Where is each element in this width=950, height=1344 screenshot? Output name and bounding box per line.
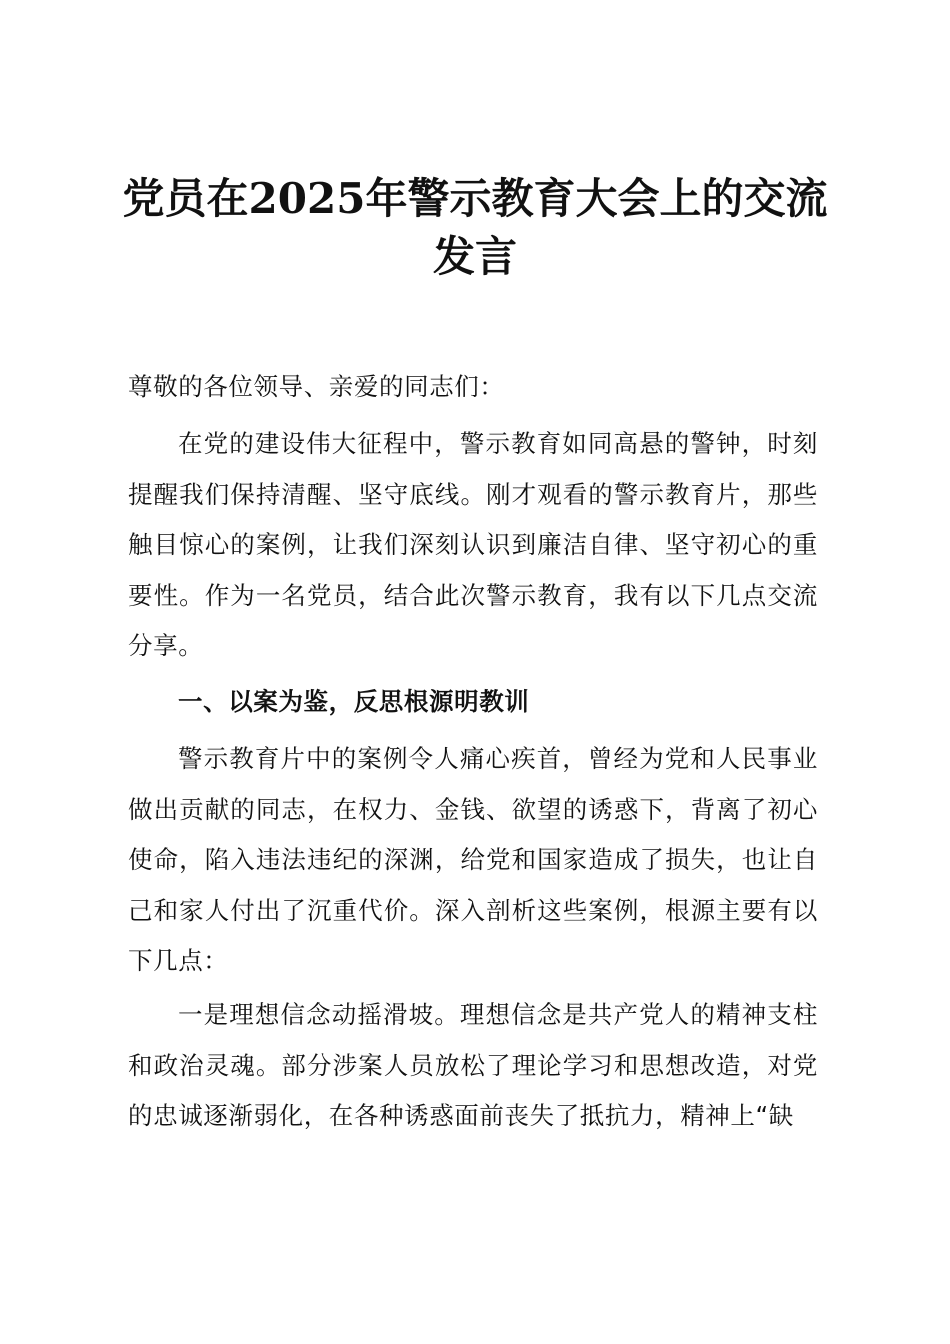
paragraph-intro: 在党的建设伟大征程中，警示教育如同高悬的警钟，时刻提醒我们保持清醒、坚守底线。刚才观看的警示教育片，那些触目惊心的案例，让我们深刻认识到廉洁自律、坚守初心的重要性。作为一名党员，结合此次警示教育，我有以下几点交流分享。	[128, 429, 818, 660]
paragraph-point-one: 一是理想信念动摇滑坡。理想信念是共产党人的精神支柱和政治灵魂。部分涉案人员放松了理论学习和思想改造，对党的忠诚逐渐弱化，在各种诱惑面前丧失了抵抗力，精神上“缺	[128, 1000, 818, 1130]
document-title: 党员在2025年警示教育大会上的交流发言	[122, 174, 828, 281]
paragraph-case-analysis: 警示教育片中的案例令人痛心疾首，曾经为党和人民事业做出贡献的同志，在权力、金钱、欲望的诱惑下，背离了初心使命，陷入违法违纪的深渊，给党和国家造成了损失，也让自己和家人付出了沉重代价。深入剖析这些案例，根源主要有以下几点：	[128, 744, 818, 975]
salutation: 尊敬的各位领导、亲爱的同志们：	[128, 372, 505, 401]
section-heading-1: 一、以案为鉴，反思根源明教训	[178, 687, 530, 716]
